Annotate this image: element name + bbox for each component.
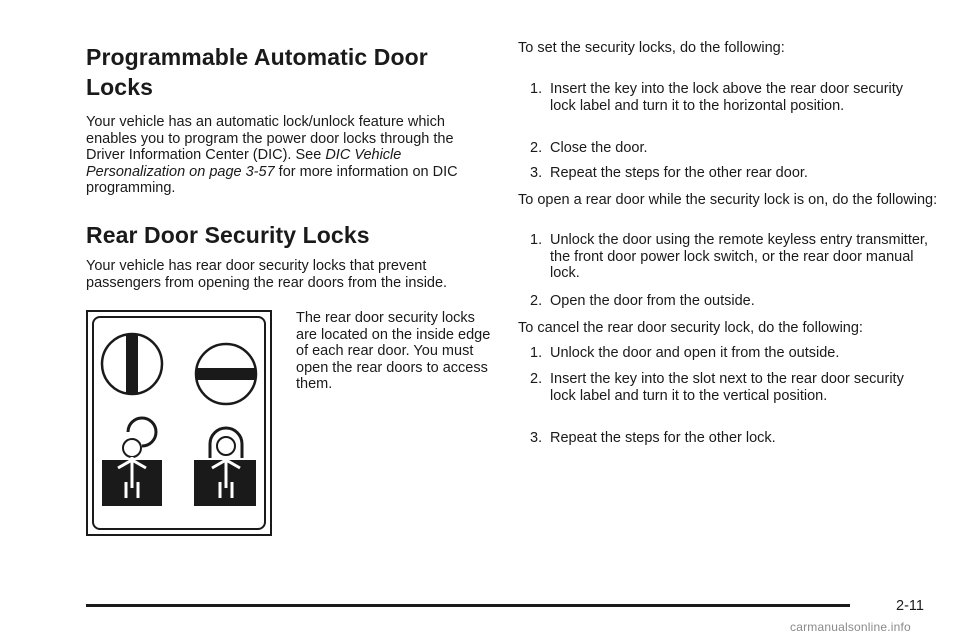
list-text: Close the door.: [550, 140, 648, 156]
list-number: 3.: [530, 430, 543, 446]
watermark-text: carmanualsonline.info: [790, 620, 911, 634]
list-item: [530, 430, 930, 447]
footer-rule: [86, 604, 850, 607]
list-number: 3.: [530, 165, 543, 181]
list-number: 1.: [530, 232, 543, 248]
lock-slot-vertical-icon: [102, 334, 162, 394]
cancel-lock-intro: To cancel the rear door security lock, do the following:: [518, 320, 863, 336]
intro-text-2: for more information on DIC programming.: [86, 163, 458, 197]
page-number: 2-11: [896, 598, 924, 614]
dic-reference-link[interactable]: DIC Vehicle Personalization on page 3-57: [86, 147, 402, 180]
section-heading-line2: Locks: [86, 74, 153, 100]
set-locks-intro: To set the security locks, do the following:: [518, 40, 785, 56]
list-text: Insert the key into the slot next to the rear door security lock label and turn it to the vertical position.: [550, 371, 904, 404]
list-number: 1.: [530, 81, 543, 97]
section-heading-line1: Programmable Automatic Door: [86, 44, 428, 70]
figure-caption: The rear door security locks are located on the inside edge of each rear door. You must open the rear doors to access them.: [296, 310, 491, 393]
list-number: 2.: [530, 293, 543, 309]
list-text: Unlock the door using the remote keyless entry transmitter, the front door power lock switch, or the rear door manual lock.: [550, 232, 928, 282]
rear-door-heading: Rear Door Security Locks: [86, 222, 370, 248]
list-text: Insert the key into the lock above the rear door security lock label and turn it to the horizontal position.: [550, 81, 904, 114]
list-text: Unlock the door and open it from the outside.: [550, 345, 840, 361]
security-lock-label-figure: [86, 310, 272, 536]
list-number: 2.: [530, 371, 543, 387]
list-item: [530, 140, 930, 157]
open-door-intro: To open a rear door while the security lock is on, do the following:: [518, 192, 938, 208]
list-text: Open the door from the outside.: [550, 293, 755, 309]
list-text: Repeat the steps for the other rear door.: [550, 165, 808, 181]
child-unlocked-icon: [102, 418, 162, 506]
list-item: [530, 371, 930, 404]
list-item: [530, 165, 930, 182]
intro-text-1: Your vehicle has an automatic lock/unlock feature which enables you to program the power door locks through the Driver Information Center (DIC). See: [86, 114, 454, 164]
list-item: [530, 81, 930, 114]
list-text: Repeat the steps for the other lock.: [550, 430, 776, 446]
list-item: [530, 293, 930, 310]
list-item: [530, 232, 930, 282]
list-number: 2.: [530, 140, 543, 156]
security-lock-illustration: [88, 312, 270, 534]
list-item: [530, 345, 930, 362]
rear-door-paragraph: Your vehicle has rear door security locks that prevent passengers from opening the rear doors from the inside.: [86, 258, 448, 291]
lock-slot-horizontal-icon: [196, 344, 256, 404]
intro-paragraph: [86, 114, 496, 197]
list-number: 1.: [530, 345, 543, 361]
child-locked-icon: [194, 428, 256, 506]
